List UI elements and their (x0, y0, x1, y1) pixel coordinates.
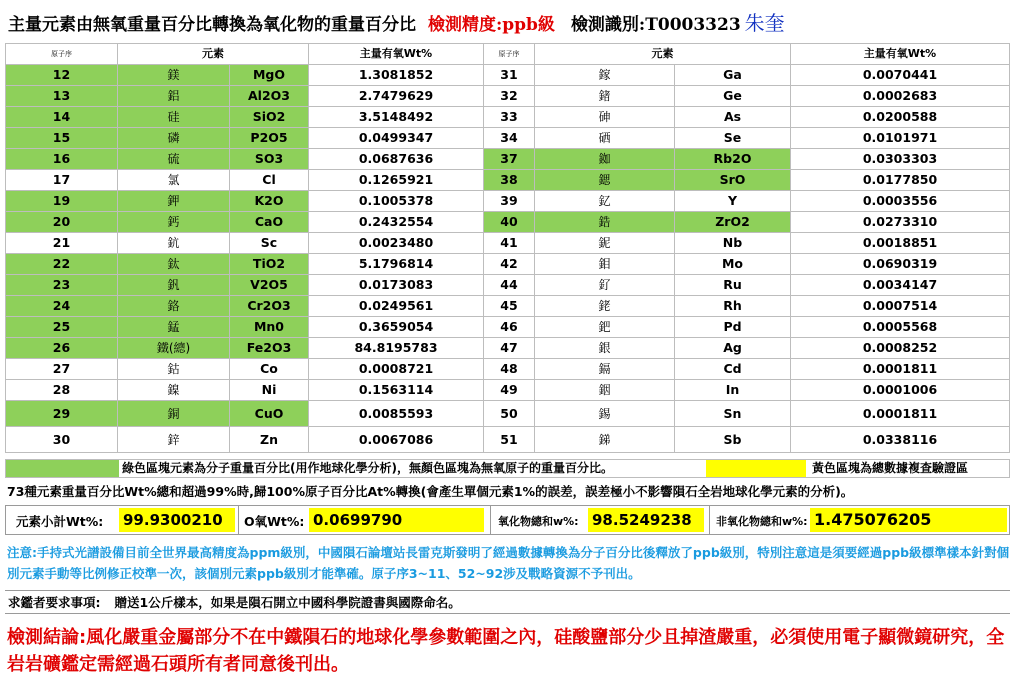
right-val: 0.0070441 (791, 65, 1010, 86)
oxide-total-label: 氧化物總和w%: (498, 515, 579, 528)
requirement-row (5, 590, 1010, 614)
test-conclusion: 檢測結論:風化嚴重金屬部分不在中鐵隕石的地球化學參數範圍之內，硅酸鹽部分少且掉渣嚴重，必須使用電子顯微鏡研究，全岩岩礦鑑定需經過石頭所有者同意後刊出。 (7, 627, 1005, 675)
left-val: 0.1005378 (309, 191, 484, 212)
right-sym: In (675, 380, 791, 401)
table-row (6, 380, 1010, 401)
left-val: 0.0008721 (309, 359, 484, 380)
yellow-legend-text: 黃色區塊為總數據複查驗證區 (812, 461, 969, 475)
left-no: 21 (6, 233, 118, 254)
left-zh: 鈷 (118, 359, 230, 380)
left-zh: 硅 (118, 107, 230, 128)
separator (238, 506, 239, 534)
left-val: 0.3659054 (309, 317, 484, 338)
table-row (6, 212, 1010, 233)
right-zh: 釔 (535, 191, 675, 212)
table-row (6, 149, 1010, 170)
right-no: 38 (484, 170, 535, 191)
left-zh: 鉀 (118, 191, 230, 212)
table-header-row (6, 44, 1010, 65)
non-oxide-total-label: 非氧化物總和w%: (716, 515, 808, 528)
element-table (5, 43, 1010, 453)
green-swatch (6, 460, 119, 477)
report-title (8, 6, 1013, 40)
left-val: 5.1796814 (309, 254, 484, 275)
left-sym: P2O5 (230, 128, 309, 149)
right-val: 0.0303303 (791, 149, 1010, 170)
left-zh: 鋅 (118, 427, 230, 453)
left-sym: SO3 (230, 149, 309, 170)
left-sym: Ni (230, 380, 309, 401)
right-sym: Mo (675, 254, 791, 275)
right-zh: 鈮 (535, 233, 675, 254)
left-no: 25 (6, 317, 118, 338)
left-sym: K2O (230, 191, 309, 212)
right-val: 0.0008252 (791, 338, 1010, 359)
right-sym: Pd (675, 317, 791, 338)
right-no: 32 (484, 86, 535, 107)
right-val: 0.0034147 (791, 275, 1010, 296)
right-sym: Y (675, 191, 791, 212)
left-sym: Mn0 (230, 317, 309, 338)
table-row (6, 359, 1010, 380)
left-zh: 鈦 (118, 254, 230, 275)
left-val: 0.2432554 (309, 212, 484, 233)
left-val: 2.7479629 (309, 86, 484, 107)
legend-row (5, 459, 1010, 478)
table-row (6, 427, 1010, 453)
table-row (6, 107, 1010, 128)
oxide-total-value: 98.5249238 (588, 508, 704, 532)
left-zh: 鎳 (118, 380, 230, 401)
left-val: 0.0687636 (309, 149, 484, 170)
oxygen-value: 0.0699790 (309, 508, 484, 532)
header-content: 主量有氧Wt% (309, 44, 484, 65)
left-sym: TiO2 (230, 254, 309, 275)
table-row (6, 317, 1010, 338)
left-zh: 銅 (118, 401, 230, 427)
right-no: 47 (484, 338, 535, 359)
table-row (6, 233, 1010, 254)
summary-row (5, 505, 1010, 535)
right-sym: Cd (675, 359, 791, 380)
left-zh: 氯 (118, 170, 230, 191)
table-row (6, 128, 1010, 149)
table-row (6, 86, 1010, 107)
left-zh: 硫 (118, 149, 230, 170)
left-val: 0.1265921 (309, 170, 484, 191)
right-sym: Ga (675, 65, 791, 86)
left-sym: CaO (230, 212, 309, 233)
separator (490, 506, 491, 534)
left-zh: 鈧 (118, 233, 230, 254)
right-zh: 鎵 (535, 65, 675, 86)
right-no: 39 (484, 191, 535, 212)
right-val: 0.0338116 (791, 427, 1010, 453)
header-element: 元素 (118, 44, 309, 65)
left-zh: 鋁 (118, 86, 230, 107)
right-no: 33 (484, 107, 535, 128)
left-no: 19 (6, 191, 118, 212)
left-no: 27 (6, 359, 118, 380)
right-zh: 錫 (535, 401, 675, 427)
right-no: 41 (484, 233, 535, 254)
left-no: 15 (6, 128, 118, 149)
table-row (6, 296, 1010, 317)
left-no: 13 (6, 86, 118, 107)
left-val: 0.0023480 (309, 233, 484, 254)
requirement-label: 求鑑者要求事項: (8, 595, 101, 610)
table-row (6, 191, 1010, 212)
header-content-right: 主量有氧Wt% (791, 44, 1010, 65)
precision-notice: 注意:手持式光譜設備目前全世界最高精度為ppm級別，中國隕石論壇站長雷克斯發明了經過數據轉換為分子百分比後釋放了ppb級別，特別注意這是須要經過ppb級標準樣本針對個別元素手動等比例修正校準一次，該個別元素ppb級別才能準確。原子序3~11、52~92涉及戰略資源不予刊出。 (7, 545, 1010, 581)
right-val: 0.0005568 (791, 317, 1010, 338)
right-val: 0.0018851 (791, 233, 1010, 254)
person-name: 朱奎 (744, 11, 785, 35)
yellow-swatch (706, 460, 806, 477)
left-sym: V2O5 (230, 275, 309, 296)
right-no: 45 (484, 296, 535, 317)
oxygen-label: O氧Wt%: (244, 514, 305, 529)
left-sym: Cl (230, 170, 309, 191)
left-no: 20 (6, 212, 118, 233)
right-no: 37 (484, 149, 535, 170)
right-zh: 鍺 (535, 86, 675, 107)
left-zh: 釩 (118, 275, 230, 296)
right-val: 0.0690319 (791, 254, 1010, 275)
right-sym: Sn (675, 401, 791, 427)
right-zh: 鍶 (535, 170, 675, 191)
right-zh: 釕 (535, 275, 675, 296)
right-zh: 鋯 (535, 212, 675, 233)
left-no: 22 (6, 254, 118, 275)
right-no: 49 (484, 380, 535, 401)
test-id-label: 檢測識別:T0003323 (570, 15, 741, 35)
right-no: 51 (484, 427, 535, 453)
left-zh: 鐵(總) (118, 338, 230, 359)
right-zh: 鈀 (535, 317, 675, 338)
right-val: 0.0001811 (791, 401, 1010, 427)
precision-label: 檢測精度:ppb級 (428, 15, 555, 35)
left-no: 26 (6, 338, 118, 359)
right-no: 42 (484, 254, 535, 275)
right-zh: 硒 (535, 128, 675, 149)
left-no: 30 (6, 427, 118, 453)
left-no: 24 (6, 296, 118, 317)
left-val: 0.0249561 (309, 296, 484, 317)
left-sym: SiO2 (230, 107, 309, 128)
header-element-right: 元素 (535, 44, 791, 65)
right-val: 0.0200588 (791, 107, 1010, 128)
left-zh: 鉻 (118, 296, 230, 317)
left-no: 12 (6, 65, 118, 86)
right-zh: 銀 (535, 338, 675, 359)
table-row (6, 170, 1010, 191)
right-zh: 鎘 (535, 359, 675, 380)
left-zh: 鎂 (118, 65, 230, 86)
right-zh: 銦 (535, 380, 675, 401)
right-val: 0.0002683 (791, 86, 1010, 107)
right-val: 0.0001006 (791, 380, 1010, 401)
header-atomic-no: 原子序 (6, 44, 118, 65)
left-no: 14 (6, 107, 118, 128)
right-no: 46 (484, 317, 535, 338)
requirement-text: 贈送1公斤樣本，如果是隕石開立中國科學院證書與國際命名。 (114, 595, 461, 610)
right-sym: Rh (675, 296, 791, 317)
left-sym: CuO (230, 401, 309, 427)
title-main: 主量元素由無氧重量百分比轉換為氧化物的重量百分比 (8, 15, 416, 35)
right-sym: Se (675, 128, 791, 149)
left-no: 29 (6, 401, 118, 427)
right-sym: Nb (675, 233, 791, 254)
left-zh: 鈣 (118, 212, 230, 233)
left-sym: Co (230, 359, 309, 380)
table-row (6, 401, 1010, 427)
right-val: 0.0101971 (791, 128, 1010, 149)
left-val: 3.5148492 (309, 107, 484, 128)
left-sym: Sc (230, 233, 309, 254)
left-sym: Zn (230, 427, 309, 453)
right-sym: Ag (675, 338, 791, 359)
right-no: 48 (484, 359, 535, 380)
right-zh: 砷 (535, 107, 675, 128)
right-val: 0.0001811 (791, 359, 1010, 380)
left-val: 1.3081852 (309, 65, 484, 86)
left-no: 17 (6, 170, 118, 191)
left-val: 84.8195783 (309, 338, 484, 359)
right-no: 44 (484, 275, 535, 296)
right-val: 0.0007514 (791, 296, 1010, 317)
left-no: 28 (6, 380, 118, 401)
right-zh: 銠 (535, 296, 675, 317)
separator (709, 506, 710, 534)
right-no: 50 (484, 401, 535, 427)
right-val: 0.0273310 (791, 212, 1010, 233)
left-val: 0.0085593 (309, 401, 484, 427)
left-zh: 錳 (118, 317, 230, 338)
right-sym: Sb (675, 427, 791, 453)
left-zh: 磷 (118, 128, 230, 149)
right-sym: SrO (675, 170, 791, 191)
left-sym: Cr2O3 (230, 296, 309, 317)
left-sym: Fe2O3 (230, 338, 309, 359)
right-zh: 鉬 (535, 254, 675, 275)
table-row (6, 65, 1010, 86)
right-no: 31 (484, 65, 535, 86)
element-subtotal-value: 99.9300210 (119, 508, 235, 532)
non-oxide-total-value: 1.475076205 (810, 508, 1007, 532)
right-no: 40 (484, 212, 535, 233)
left-sym: Al2O3 (230, 86, 309, 107)
left-no: 16 (6, 149, 118, 170)
left-sym: MgO (230, 65, 309, 86)
left-val: 0.1563114 (309, 380, 484, 401)
right-val: 0.0003556 (791, 191, 1010, 212)
table-row (6, 338, 1010, 359)
right-sym: ZrO2 (675, 212, 791, 233)
green-legend-text: 綠色區塊元素為分子重量百分比(用作地球化學分析)，無顏色區塊為無氧原子的重量百分比。 (122, 461, 613, 475)
right-no: 34 (484, 128, 535, 149)
table-row (6, 254, 1010, 275)
right-sym: Rb2O (675, 149, 791, 170)
right-sym: Ge (675, 86, 791, 107)
right-val: 0.0177850 (791, 170, 1010, 191)
right-sym: As (675, 107, 791, 128)
right-sym: Ru (675, 275, 791, 296)
left-val: 0.0499347 (309, 128, 484, 149)
element-subtotal-label: 元素小計Wt%: (16, 514, 104, 529)
left-val: 0.0067086 (309, 427, 484, 453)
left-val: 0.0173083 (309, 275, 484, 296)
table-row (6, 275, 1010, 296)
header-atomic-no-right: 原子序 (484, 44, 535, 65)
left-no: 23 (6, 275, 118, 296)
right-zh: 銻 (535, 427, 675, 453)
normalization-note: 73種元素重量百分比Wt%總和超過99%時,歸100%原子百分比At%轉換(會產生單個元素1%的誤差，誤差極小不影響隕石全岩地球化學元素的分析)。 (7, 484, 854, 499)
right-zh: 銣 (535, 149, 675, 170)
